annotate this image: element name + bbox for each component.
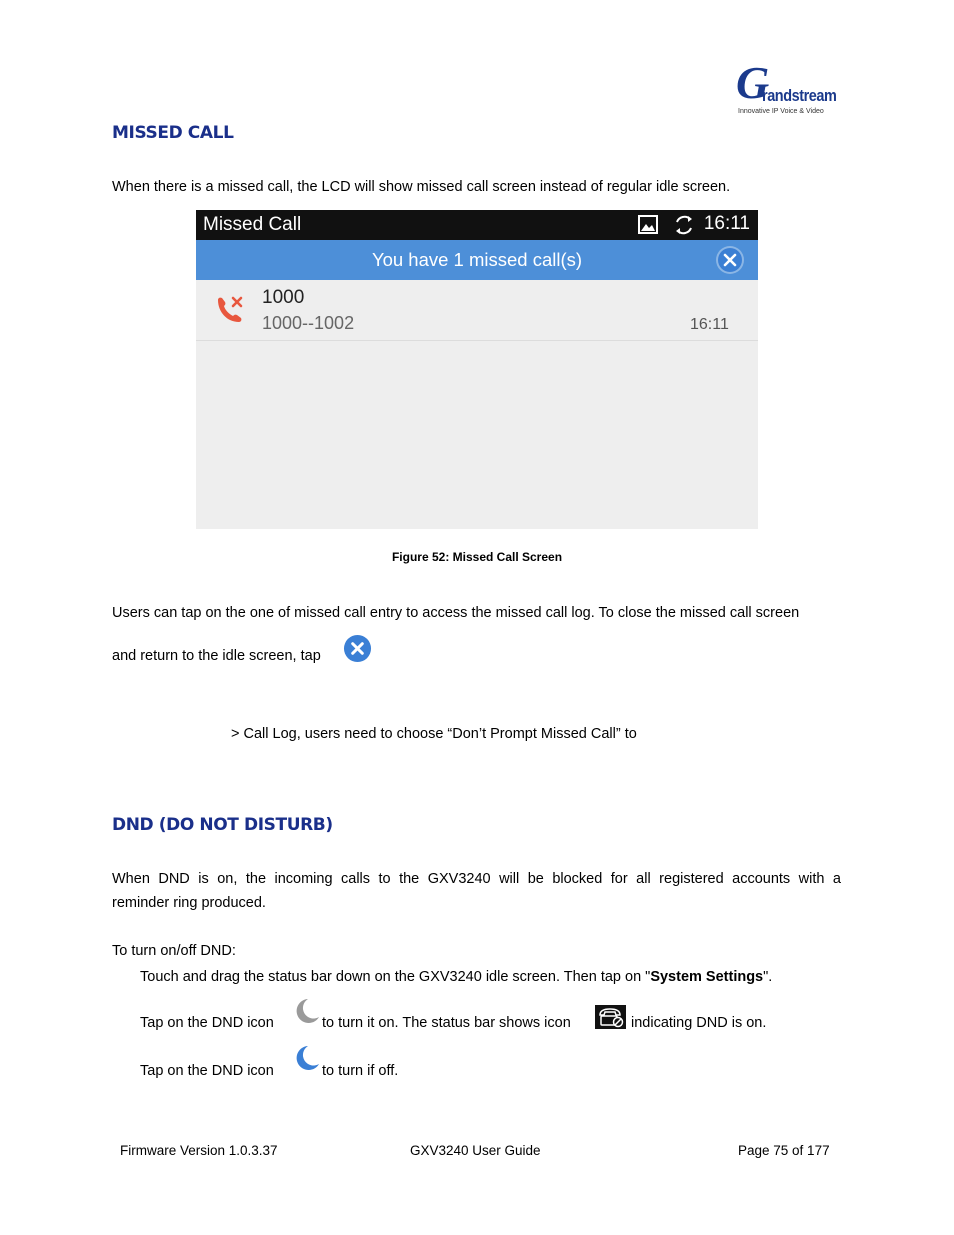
status-bar-time: 16:11 [703,213,750,234]
missed-call-screenshot [196,210,758,529]
dnd-step3-b: to turn if off. [322,1063,399,1079]
missed-call-banner [196,240,758,280]
moon-gray-icon [292,997,320,1025]
dnd-intro-line2: reminder ring produced. [112,895,266,911]
section-heading-missed-call: MISSED CALL [112,123,234,143]
step1-pre: Touch and drag the status bar down on the GXV3240 idle screen. Then tap on " [140,969,651,985]
dnd-step2-c: indicating DND is on. [631,1015,767,1031]
footer-guide-title: GXV3240 User Guide [410,1143,541,1158]
sync-icon [673,214,695,236]
para1-line2: and return to the idle screen, tap [112,648,321,664]
logo-word: randstream [762,86,837,105]
para1-line1: Users can tap on the one of missed call entry to access the missed call log. To close the missed call screen [112,605,800,621]
call-log-note: > Call Log, users need to choose “Don’t Prompt Missed Call” to [231,726,637,742]
system-settings-label: System Settings [650,969,764,985]
dnd-step2-a: Tap on the DND icon [140,1015,274,1031]
entry-number: 1000 [262,287,305,308]
close-circle-icon [343,634,372,663]
close-circle-icon[interactable] [715,245,745,275]
status-bar-title: Missed Call [203,214,302,235]
logo-tagline: Innovative IP Voice & Video [738,108,824,115]
grandstream-logo [736,57,837,118]
footer-firmware: Firmware Version 1.0.3.37 [120,1143,278,1158]
dnd-intro-line1: When DND is on, the incoming calls to the GXV3240 will be blocked for all registered accounts with a [112,871,841,887]
figure-caption: Figure 52: Missed Call Screen [391,550,563,564]
logo-mark: G [736,57,770,108]
moon-blue-icon [292,1044,320,1072]
status-bar [196,210,758,240]
step1-post: ". [763,969,773,985]
entry-time: 16:11 [690,316,729,333]
missed-call-intro: When there is a missed call, the LCD will show missed call screen instead of regular idle screen. [112,179,731,195]
dnd-status-icon [595,1005,626,1029]
banner-text: You have 1 missed call(s) [371,249,583,270]
dnd-step3-a: Tap on the DND icon [140,1063,274,1079]
image-icon [638,215,658,234]
dnd-howto: To turn on/off DND: [112,943,236,959]
dnd-step1 [140,965,772,989]
footer-page-number: Page 75 of 177 [738,1143,830,1158]
missed-call-icon [214,294,248,328]
missed-call-entry[interactable] [196,282,758,341]
entry-detail: 1000--1002 [262,313,355,333]
section-heading-dnd: DND (DO NOT DISTURB) [112,815,333,835]
dnd-step2-b: to turn it on. The status bar shows icon [322,1015,571,1031]
